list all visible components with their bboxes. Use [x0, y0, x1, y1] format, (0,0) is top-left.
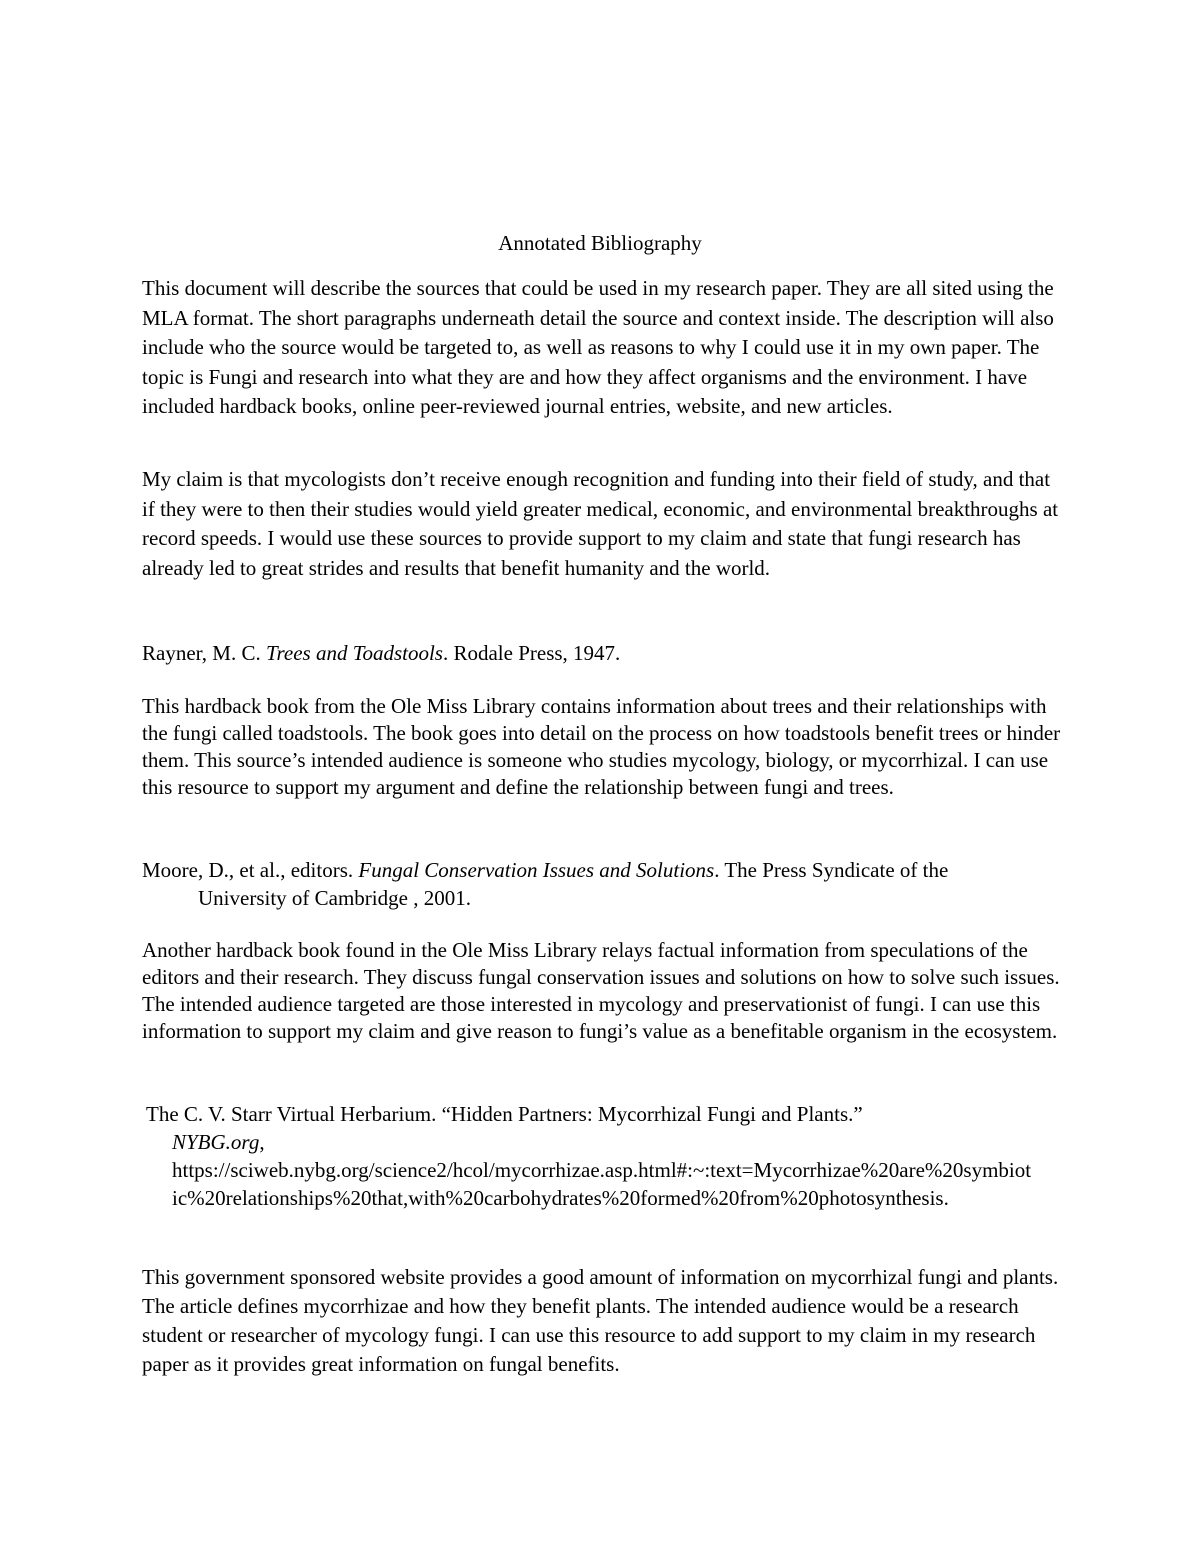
annotation-moore: Another hardback book found in the Ole Miss Library relays factual information from speculations of the editors and their research. They discuss fungal conservation issues and solutions on how to solve such issues. The intended audience targeted are those interested in mycology and preservationist of fungi. I can use this information to support my claim and give reason to fungi’s value as a benefitable organism in the ecosystem. — [142, 938, 1060, 1043]
annotation-nybg: This government sponsored website provides a good amount of information on mycorrhizal fungi and plants. The article defines mycorrhizae and how they benefit plants. The intended audience would be a research student or researcher of mycology fungi. I can use this resource to add support to my claim in my research paper as it provides great information on fungal benefits. — [142, 1265, 1059, 1376]
annotation-rayner: This hardback book from the Ole Miss Library contains information about trees and their relationships with the fungi called toadstools. The book goes into detail on the process on how toadstools benefit trees or hinder them. This source’s intended audience is someone who studies mycology, biology, or mycorrhizal. I can use this resource to support my argument and define the relationship between fungi and trees. — [142, 694, 1061, 799]
intro-paragraph: This document will describe the sources that could be used in my research paper. They are all sited using the MLA format. The short paragraphs underneath detail the source and context inside. The description will also include who the source would be targeted to, as well as reasons to why I could use it in my own paper. The topic is Fungi and research into what they are and how they affect organisms and the environment. I have included hardback books, online peer-reviewed journal entries, website, and new articles. — [142, 276, 1054, 418]
citation-url[interactable]: https://sciweb.nybg.org/science2/hcol/mycorrhizae.asp.html#:~:text=Mycorrhizae%20are%20symbiotic%20relationships%20that,with%20carbohydrates%20formed%20from%20photosynthesis. — [172, 1158, 1032, 1210]
citation-rayner: Rayner, M. C. Trees and Toadstools. Rodale Press, 1947. — [142, 641, 621, 665]
citation-moore: Moore, D., et al., editors. Fungal Conservation Issues and Solutions. The Press Syndicate of the University of Cambridge , 2001. — [142, 858, 949, 910]
claim-paragraph: My claim is that mycologists don’t receive enough recognition and funding into their field of study, and that if they were to then their studies would yield greater medical, economic, and environmental breakthroughs at record speeds. I would use these sources to provide support to my claim and state that fungi research has already led to great strides and results that benefit humanity and the world. — [142, 467, 1059, 580]
citation-nybg: The C. V. Starr Virtual Herbarium. “Hidden Partners: Mycorrhizal Fungi and Plants.” NYBG.org, — [146, 1102, 863, 1154]
document-title: Annotated Bibliography — [498, 231, 702, 255]
